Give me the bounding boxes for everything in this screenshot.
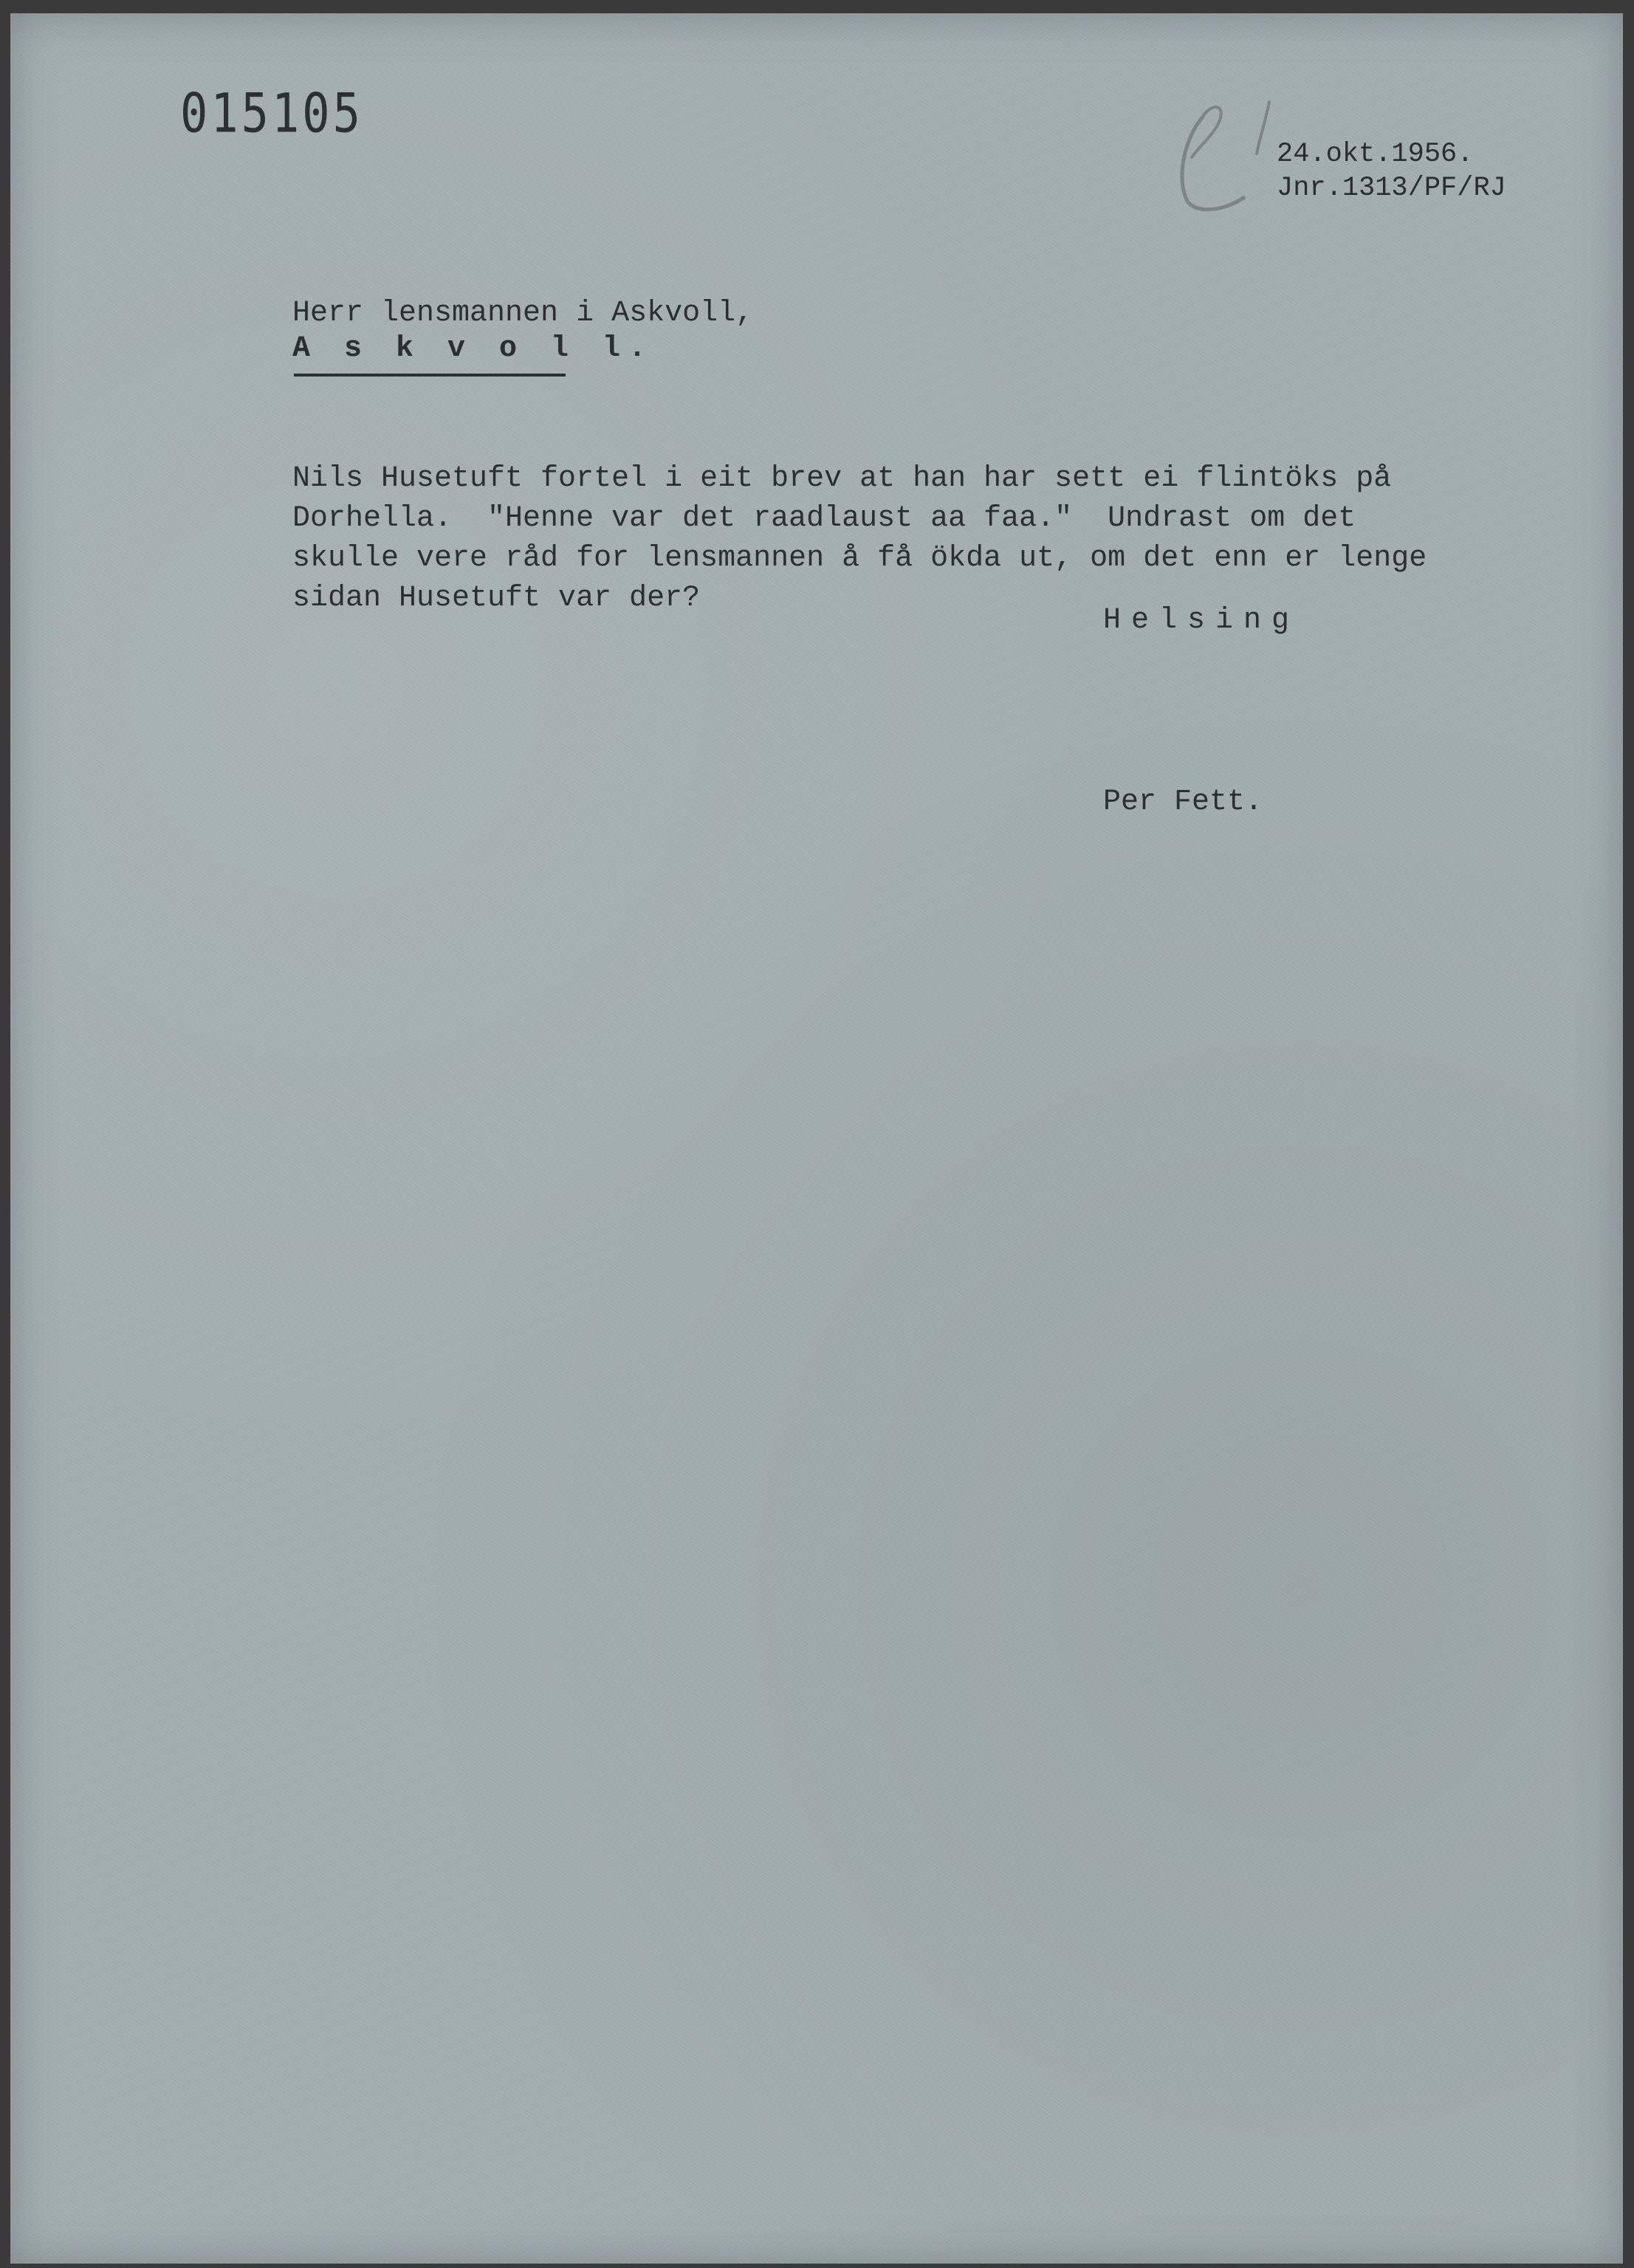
body-line: sidan Husetuft var der? [292,582,701,615]
handwritten-initials-mark [1133,87,1295,227]
archive-number-stamp: 015105 [180,81,363,145]
recipient-underline [294,374,566,377]
date-and-reference [1277,137,1506,205]
letter-body [292,459,1427,619]
body-line: Nils Husetuft fortel i eit brev at han har sett ei flintöks på [292,462,1392,495]
recipient-place: A s k v o l l. [292,332,655,365]
recipient-line: Herr lensmannen i Askvoll, [292,297,754,330]
journal-reference: Jnr.1313/PF/RJ [1277,173,1506,204]
greeting: Helsing [1103,604,1300,637]
letter-date: 24.okt.1956. [1277,139,1474,170]
body-line: Dorhella. "Henne var det raadlaust aa faa." Undrast om det [292,502,1356,535]
signature: Per Fett. [1103,786,1263,819]
document-page [10,13,1623,2264]
body-line: skulle vere råd for lensmannen å få ökda ut, om det enn er lenge [292,542,1427,575]
